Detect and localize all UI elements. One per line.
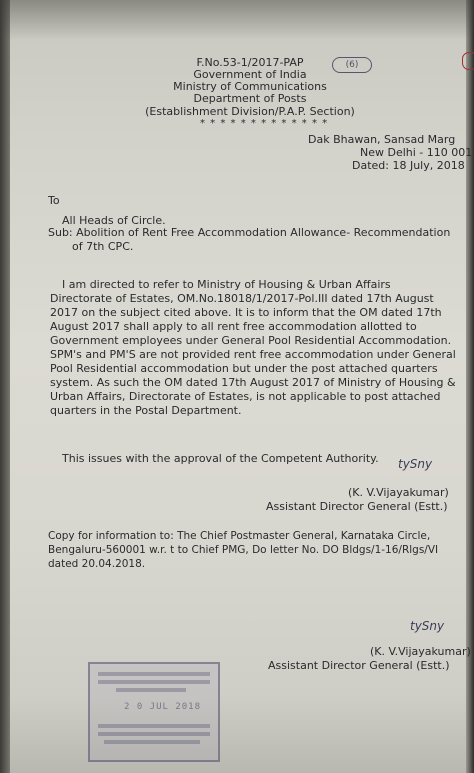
- received-stamp: [88, 662, 220, 762]
- file-number: F.No.53-1/2017-PAP: [196, 56, 304, 69]
- division-name: (Establishment Division/P.A.P. Section): [145, 105, 355, 118]
- stamp-line: [98, 724, 210, 728]
- signatory-title-2: Assistant Director General (Estt.): [268, 659, 450, 672]
- stamp-line: [116, 688, 186, 692]
- body-line: quarters in the Postal Department.: [50, 404, 242, 417]
- body-line: August 2017 shall apply to all rent free accommodation allotted to: [50, 320, 417, 333]
- body-line: SPM's and PM'S are not provided rent free accommodation under General: [50, 348, 456, 361]
- page-number-mark: (6): [332, 57, 372, 73]
- government-name: Government of India: [193, 68, 307, 81]
- body-line: Directorate of Estates, OM.No.18018/1/2017-Pol.III dated 17th August: [50, 292, 434, 305]
- department-name: Department of Posts: [193, 92, 307, 105]
- body-line: 2017 on the subject cited above. It is to inform that the OM dated 17th: [50, 306, 442, 319]
- signatory-name-2: (K. V.Vijayakumar): [370, 645, 471, 658]
- approval-line: This issues with the approval of the Competent Authority.: [62, 452, 379, 465]
- stamp-line: [98, 680, 210, 684]
- stamp-date: 2 0 JUL 2018: [124, 702, 202, 712]
- subject-line-2: of 7th CPC.: [72, 240, 134, 253]
- body-line: Urban Affairs, Directorate of Estates, is not applicable to post attached: [50, 390, 441, 403]
- stamp-line: [98, 732, 210, 736]
- body-line: system. As such the OM dated 17th August 2017 of Ministry of Housing &: [50, 376, 456, 389]
- copy-line: dated 20.04.2018.: [48, 558, 146, 570]
- address-line-1: Dak Bhawan, Sansad Marg: [308, 133, 456, 146]
- body-line: Pool Residential accommodation but under the post attached quarters: [50, 362, 438, 375]
- signature-1: tySny: [398, 457, 433, 471]
- copy-line: Copy for information to: The Chief Postmaster General, Karnataka Circle,: [48, 530, 431, 542]
- letter-date: Dated: 18 July, 2018: [352, 159, 465, 172]
- body-line: Government employees under General Pool Residential Accommodation.: [50, 334, 452, 347]
- recipient: All Heads of Circle.: [62, 214, 166, 227]
- copy-line: Bengaluru-560001 w.r. t to Chief PMG, Do letter No. DO Bldgs/1-16/Rlgs/VI: [48, 544, 439, 556]
- body-line: I am directed to refer to Ministry of Housing & Urban Affairs: [62, 278, 391, 291]
- signatory-title-1: Assistant Director General (Estt.): [266, 500, 448, 513]
- to-label: To: [48, 194, 60, 207]
- stamp-line: [98, 672, 210, 676]
- header-separator: * * * * * * * * * * * * *: [200, 118, 329, 129]
- scan-edge-left: [0, 0, 10, 773]
- red-ink-mark: [462, 52, 474, 70]
- paper-sheet: [10, 0, 473, 773]
- address-line-2: New Delhi - 110 001: [360, 146, 473, 159]
- signature-2: tySny: [410, 619, 445, 633]
- ministry-name: Ministry of Communications: [173, 80, 327, 93]
- stamp-line: [104, 740, 200, 744]
- subject-line-1: Sub: Abolition of Rent Free Accommodation Allowance- Recommendation: [48, 226, 451, 239]
- signatory-name-1: (K. V.Vijayakumar): [348, 486, 449, 499]
